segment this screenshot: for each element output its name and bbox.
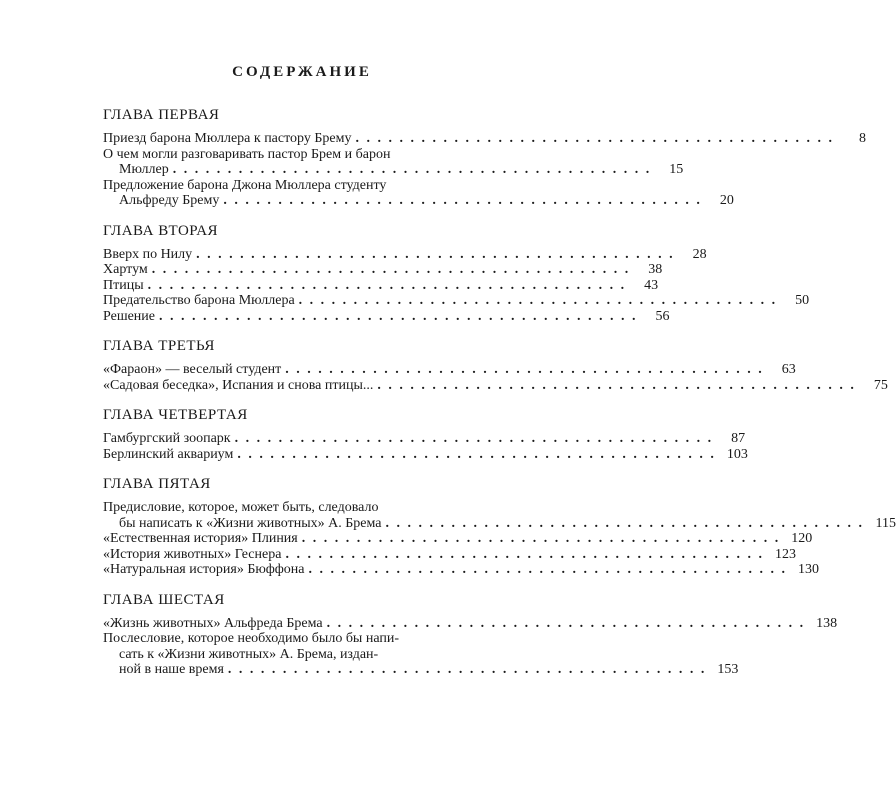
toc-entry xyxy=(103,262,663,278)
toc-entry-title: Предложение барона Джона Мюллера студенту xyxy=(103,177,387,193)
toc-entry-title: Решение xyxy=(103,308,156,324)
toc-entry-title: Вверх по Нилу xyxy=(103,246,193,262)
toc-entry xyxy=(103,531,813,547)
toc-entry-line xyxy=(103,147,474,163)
chapter-heading: ГЛАВА ПЕРВАЯ xyxy=(103,107,220,123)
dot-leader: . . . . . . . . . . . . . . . . . . . . . . . . . . . . . . . . . . . . . . . . . . . . xyxy=(355,131,834,146)
toc-entry-line xyxy=(103,131,866,147)
chapter-heading: ГЛАВА ТРЕТЬЯ xyxy=(103,338,215,354)
toc-entry-title: бы написать к «Жизни животных» А. Брема xyxy=(119,515,382,531)
dot-leader: . . . . . . . . . . . . . . . . . . . . . . . . . . . . . . . . . . . . . . . . . . . . xyxy=(172,162,652,177)
table-of-contents xyxy=(103,106,896,691)
page-number: 43 xyxy=(644,277,659,293)
page-number: 56 xyxy=(655,308,670,324)
page-number: 38 xyxy=(648,262,663,277)
toc-entry-title: Берлинский аквариум xyxy=(103,446,234,462)
toc-entry-title: Птицы xyxy=(103,277,144,293)
dot-leader: . . . . . . . . . . . . . . . . . . . . . . . . . . . . . . . . . . . . . . . . . . . . xyxy=(234,431,714,446)
dot-leader: . . . . . . . . . . . . . . . . . . . . . . . . . . . . . . . . . . . . . . . . . . . . xyxy=(237,446,716,462)
chapter-section xyxy=(103,106,866,209)
chapter-section xyxy=(103,337,888,393)
toc-entry-line xyxy=(103,178,474,194)
toc-entry-title: «Садовая беседка», Испания и снова птицы... xyxy=(103,377,374,393)
chapter-heading: ГЛАВА ЧЕТВЕРТАЯ xyxy=(103,407,248,423)
toc-entry-line xyxy=(103,262,663,278)
page-number: 138 xyxy=(816,615,838,631)
toc-entry-line xyxy=(103,162,684,178)
toc-entry-title: «Фараон» — веселый студент xyxy=(103,362,282,377)
dot-leader: . . . . . . . . . . . . . . . . . . . . . . . . . . . . . . . . . . . . . . . . . . . . xyxy=(285,362,764,377)
toc-entry-title: ной в наше время xyxy=(119,662,224,677)
dot-leader: . . . . . . . . . . . . . . . . . . . . . . . . . . . . . . . . . . . . . . . . . . . . xyxy=(196,246,675,262)
page-number: 153 xyxy=(717,662,739,677)
toc-entry-title: «История животных» Геснера xyxy=(103,546,282,562)
page-number: 103 xyxy=(726,446,748,462)
toc-entry xyxy=(103,131,866,147)
chapter-heading: ГЛАВА ВТОРАЯ xyxy=(103,222,219,239)
toc-entry-title: Предательство барона Мюллера xyxy=(103,293,295,308)
toc-entry xyxy=(103,500,896,531)
toc-entry-title: Мюллер xyxy=(119,162,169,177)
page-number: 50 xyxy=(795,293,810,308)
toc-entry-title: Хартум xyxy=(103,262,148,277)
toc-entry-line xyxy=(103,431,746,447)
dot-leader: . . . . . . . . . . . . . . . . . . . . . . . . . . . . . . . . . . . . . . . . . . . . xyxy=(151,262,631,277)
page-number: 120 xyxy=(791,531,813,546)
page-number: 130 xyxy=(798,562,820,577)
toc-entry xyxy=(103,377,888,394)
toc-entry-title: Предисловие, которое, может быть, следовало xyxy=(103,500,379,515)
dot-leader: . . . . . . . . . . . . . . . . . . . . . . . . . . . . . . . . . . . . . . . . . . . . xyxy=(301,531,781,546)
page-number: 123 xyxy=(774,546,796,562)
toc-entry-line xyxy=(103,615,838,632)
toc-entry-title: Послесловие, которое необходимо было бы напи- xyxy=(103,631,400,646)
toc-entry xyxy=(103,177,734,209)
dot-leader: . . . . . . . . . . . . . . . . . . . . . . . . . . . . . . . . . . . . . . . . . . . . xyxy=(377,377,856,393)
page-number: 8 xyxy=(858,131,866,146)
toc-entry-line xyxy=(103,377,888,394)
toc-entry-line xyxy=(103,277,659,294)
toc-entry xyxy=(103,562,820,578)
dot-leader: . . . . . . . . . . . . . . . . . . . . . . . . . . . . . . . . . . . . . . . . . . . . xyxy=(385,515,864,531)
page-title: СОДЕРЖАНИЕ xyxy=(232,64,372,80)
toc-entry-title: «Натуральная история» Бюффона xyxy=(103,562,305,577)
toc-entry-line xyxy=(103,631,474,647)
dot-leader: . . . . . . . . . . . . . . . . . . . . . . . . . . . . . . . . . . . . . . . . . . . . xyxy=(326,615,806,631)
page-number: 63 xyxy=(781,362,796,377)
page-number: 75 xyxy=(873,377,888,393)
toc-entry-line xyxy=(103,515,896,532)
dot-leader: . . . . . . . . . . . . . . . . . . . . . . . . . . . . . . . . . . . . . . . . . . . . xyxy=(285,546,764,562)
toc-entry-line xyxy=(103,531,813,547)
toc-entry-line xyxy=(103,562,820,578)
toc-entry xyxy=(103,293,810,309)
toc-entry-title: Приезд барона Мюллера к пастору Брему xyxy=(103,131,352,146)
page-number: 15 xyxy=(669,162,684,177)
chapter-section xyxy=(103,475,896,578)
chapter-section xyxy=(103,222,810,325)
dot-leader: . . . . . . . . . . . . . . . . . . . . . . . . . . . . . . . . . . . . . . . . . . . . xyxy=(308,562,788,577)
toc-entry-line xyxy=(103,662,739,678)
toc-entry-title: Альфреду Брему xyxy=(119,193,220,208)
toc-entry-line xyxy=(103,647,474,663)
toc-entry xyxy=(103,362,796,378)
toc-entry-line xyxy=(103,446,748,463)
toc-entry xyxy=(103,308,670,325)
toc-entry xyxy=(103,546,796,563)
toc-entry-line xyxy=(103,293,810,309)
toc-entry-title: сать к «Жизни животных» А. Брема, издан- xyxy=(119,646,379,662)
chapter-heading: ГЛАВА ПЯТАЯ xyxy=(103,476,211,492)
dot-leader: . . . . . . . . . . . . . . . . . . . . . . . . . . . . . . . . . . . . . . . . . . . . xyxy=(147,277,627,293)
dot-leader: . . . . . . . . . . . . . . . . . . . . . . . . . . . . . . . . . . . . . . . . . . . . xyxy=(227,662,707,677)
chapter-section xyxy=(103,406,748,462)
dot-leader: . . . . . . . . . . . . . . . . . . . . . . . . . . . . . . . . . . . . . . . . . . . . xyxy=(223,193,702,208)
toc-entry-line xyxy=(103,308,670,325)
chapter-section xyxy=(103,591,838,678)
toc-entry xyxy=(103,246,707,263)
page-number: 87 xyxy=(731,431,746,446)
dot-leader: . . . . . . . . . . . . . . . . . . . . . . . . . . . . . . . . . . . . . . . . . . . . xyxy=(159,308,638,324)
toc-entry xyxy=(103,631,739,678)
toc-entry-line xyxy=(103,193,734,209)
toc-entry-title: Гамбургский зоопарк xyxy=(103,431,231,446)
toc-entry xyxy=(103,615,838,632)
toc-entry-line xyxy=(103,546,796,563)
dot-leader: . . . . . . . . . . . . . . . . . . . . . . . . . . . . . . . . . . . . . . . . . . . . xyxy=(298,293,778,308)
page-number: 115 xyxy=(875,515,896,531)
chapter-heading: ГЛАВА ШЕСТАЯ xyxy=(103,591,225,608)
toc-entry-line xyxy=(103,500,474,516)
toc-entry xyxy=(103,277,659,294)
toc-entry-line xyxy=(103,362,796,378)
toc-entry-line xyxy=(103,246,707,263)
toc-entry xyxy=(103,446,748,463)
toc-entry xyxy=(103,431,746,447)
toc-entry-title: «Естественная история» Плиния xyxy=(103,531,298,546)
toc-entry xyxy=(103,146,684,178)
page-number: 28 xyxy=(692,246,707,262)
toc-entry-title: О чем могли разговаривать пастор Брем и барон xyxy=(103,146,391,162)
toc-entry-title: «Жизнь животных» Альфреда Брема xyxy=(103,615,323,631)
page-number: 20 xyxy=(719,193,734,208)
